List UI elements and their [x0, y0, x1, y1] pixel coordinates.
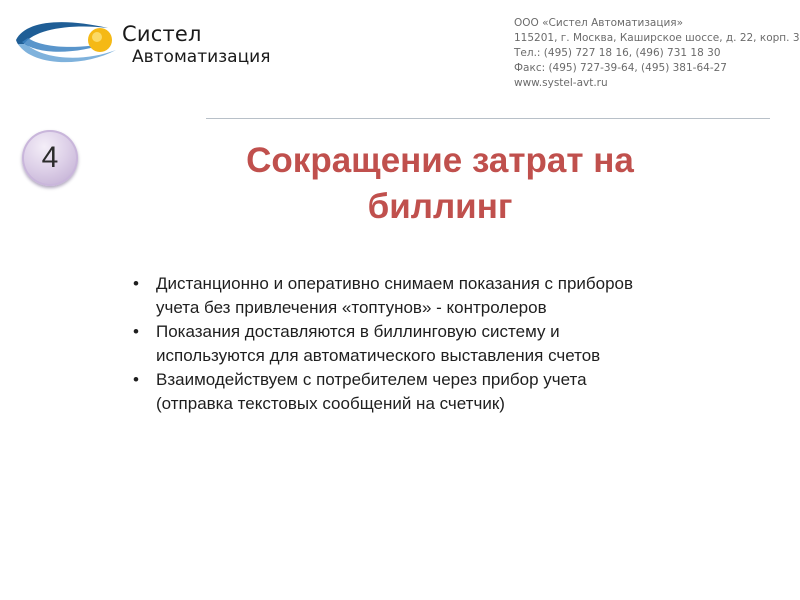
title-line-1: Сокращение затрат на: [246, 141, 634, 180]
bullet-text-line: Дистанционно и оперативно снимаем показания с приборов: [156, 274, 634, 293]
company-contacts: [514, 16, 800, 91]
logo-emblem-icon: [12, 14, 122, 74]
bullet-text-line: Взаимодействуем с потребителем через прибор учета: [156, 370, 587, 389]
bullet-text-line: учета без привлечения «топтунов» - контролеров: [156, 298, 547, 317]
company-phone: Тел.: (495) 727 18 16, (496) 731 18 30: [514, 47, 721, 59]
header-divider: [206, 118, 770, 119]
bullet-item: [128, 368, 748, 416]
title-line-2: биллинг: [367, 187, 513, 226]
company-fax: Факс: (495) 727-39-64, (495) 381-64-27: [514, 62, 727, 74]
company-address: 115201, г. Москва, Каширское шоссе, д. 22, корп. 3: [514, 32, 800, 44]
logo-text-line2: Автоматизация: [132, 47, 271, 67]
bullet-marker: •: [133, 370, 139, 389]
bullet-item: [128, 272, 748, 320]
company-logo: [12, 14, 292, 74]
slide-title: [170, 138, 710, 230]
slide-number-badge: [22, 130, 78, 186]
slide-number: 4: [41, 141, 59, 174]
bullet-item: [128, 320, 748, 368]
bullet-text-line: используются для автоматического выставления счетов: [156, 346, 601, 365]
company-website: www.systel-avt.ru: [514, 77, 608, 89]
bullet-list: [128, 272, 748, 416]
bullet-marker: •: [133, 322, 139, 341]
logo-text-line1: Систел: [122, 22, 202, 46]
bullet-text-line: Показания доставляются в биллинговую систему и: [156, 322, 560, 341]
company-name: ООО «Систел Автоматизация»: [514, 17, 684, 29]
bullet-text-line: (отправка текстовых сообщений на счетчик): [156, 394, 505, 413]
bullet-marker: •: [133, 274, 139, 293]
